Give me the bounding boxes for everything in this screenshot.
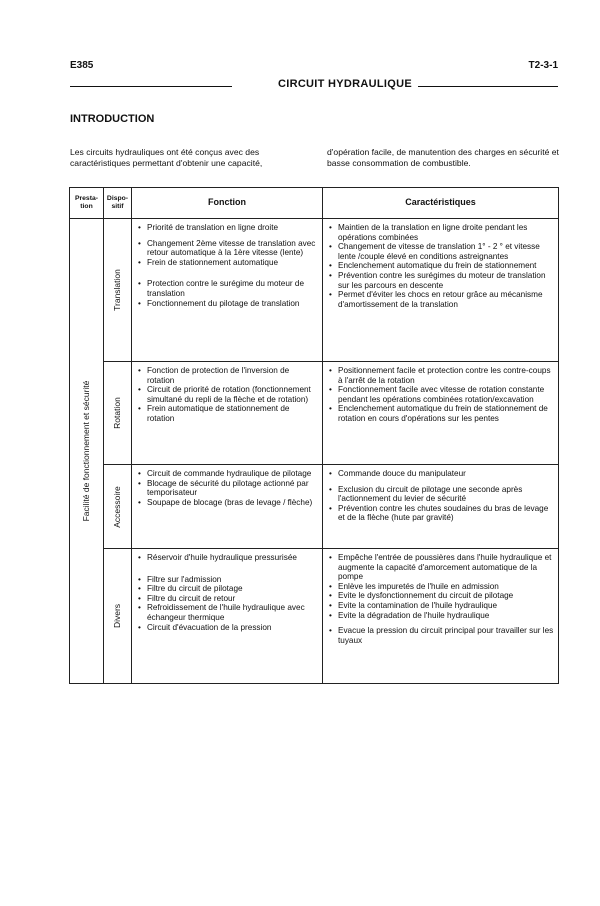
list-item: • Changement de vitesse de translation 1° - 2 ° et vitesse lente /couple élevé en conditions astreignantes xyxy=(329,242,554,261)
list-item: • Fonctionnement facile avec vitesse de rotation constante pendant les opérations combinées rotation/excavation xyxy=(329,385,554,404)
category-label: Facilité de fonctionnement et sécurité xyxy=(80,380,91,522)
table-row xyxy=(70,362,559,465)
intro-text-col2: d'opération facile, de manutention des charges en sécurité et basse consommation de combustible. xyxy=(327,147,559,168)
list-item: • Evacue la pression du circuit principal pour travailler sur les tuyaux xyxy=(329,626,554,645)
list-item: • Fonction de protection de l'inversion de rotation xyxy=(138,366,318,385)
device-cell: Translation xyxy=(104,219,132,362)
table-row xyxy=(70,549,559,684)
list-item: • Enclenchement automatique du frein de stationnement xyxy=(329,261,554,271)
list-item: • Refroidissement de l'huile hydraulique avec échangeur thermique xyxy=(138,603,318,622)
list-item: • Evite la contamination de l'huile hydraulique xyxy=(329,601,554,611)
list-item: • Evite la dégradation de l'huile hydraulique xyxy=(329,611,554,621)
page-number: T2-3-1 xyxy=(528,60,558,71)
list-item: • Changement 2ème vitesse de translation avec retour automatique à la 1ère vitesse (lente) xyxy=(138,239,318,258)
device-cell: Divers xyxy=(104,549,132,684)
device-cell: Accessoire xyxy=(104,465,132,549)
list-item: • Circuit de priorité de rotation (fonctionnement simultané du repli de la flèche et de rotation) xyxy=(138,385,318,404)
table-row xyxy=(70,219,559,362)
list-item: • Frein de stationnement automatique xyxy=(138,258,318,268)
col-header-dispo: Dispo-sitif xyxy=(104,188,132,219)
list-item: • Evite le dysfonctionnement du circuit de pilotage xyxy=(329,591,554,601)
list-item: • Fonctionnement du pilotage de translation xyxy=(138,299,318,309)
list-item: • Protection contre le surégime du moteur de translation xyxy=(138,279,318,298)
list-item: • Filtre sur l'admission xyxy=(138,575,318,585)
list-item: • Empêche l'entrée de poussières dans l'huile hydraulique et augmente la capacité d'amorcement automatique de la pompe xyxy=(329,553,554,582)
list-item: • Circuit d'évacuation de la pression xyxy=(138,623,318,633)
col-header-fonction: Fonction xyxy=(132,188,323,219)
list-item: • Prévention contre les chutes soudaines du bras de levage et de la flèche (hute par gravité) xyxy=(329,504,554,523)
intro-text-col1: Les circuits hydrauliques ont été conçus avec des caractéristiques permettant d'obtenir une capacité, xyxy=(70,147,263,168)
device-cell: Rotation xyxy=(104,362,132,465)
list-item: • Enclenchement automatique du frein de stationnement de rotation en cours d'opérations sur les pentes xyxy=(329,404,554,423)
list-item: • Filtre du circuit de retour xyxy=(138,594,318,604)
list-item: • Frein automatique de stationnement de rotation xyxy=(138,404,318,423)
list-item: • Soupape de blocage (bras de levage / flèche) xyxy=(138,498,318,508)
list-item: • Réservoir d'huile hydraulique pressurisée xyxy=(138,553,318,563)
list-item: • Circuit de commande hydraulique de pilotage xyxy=(138,469,318,479)
list-item: • Prévention contre les surégimes du moteur de translation sur les parcours en descente xyxy=(329,271,554,290)
list-item: • Filtre du circuit de pilotage xyxy=(138,584,318,594)
list-item: • Maintien de la translation en ligne droite pendant les opérations combinées xyxy=(329,223,554,242)
category-cell xyxy=(70,219,104,684)
list-item: • Permet d'éviter les chocs en retour grâce au mécanisme d'amortissement de la translation xyxy=(329,290,554,309)
list-item: • Exclusion du circuit de pilotage une seconde après l'actionnement du levier de sécurité xyxy=(329,485,554,504)
list-item: • Blocage de sécurité du pilotage actionné par temporisateur xyxy=(138,479,318,498)
list-item: • Commande douce du manipulateur xyxy=(329,469,554,479)
features-table xyxy=(69,187,559,684)
list-item: • Positionnement facile et protection contre les contre-coups à l'arrêt de la rotation xyxy=(329,366,554,385)
list-item: • Priorité de translation en ligne droite xyxy=(138,223,318,233)
col-header-carac: Caractéristiques xyxy=(323,188,559,219)
col-header-presta: Presta-tion xyxy=(70,188,104,219)
intro-heading: INTRODUCTION xyxy=(70,113,155,125)
table-row xyxy=(70,465,559,549)
document-code: E385 xyxy=(70,60,94,71)
list-item: • Enlève les impuretés de l'huile en admission xyxy=(329,582,554,592)
page-title: CIRCUIT HYDRAULIQUE xyxy=(272,78,418,90)
